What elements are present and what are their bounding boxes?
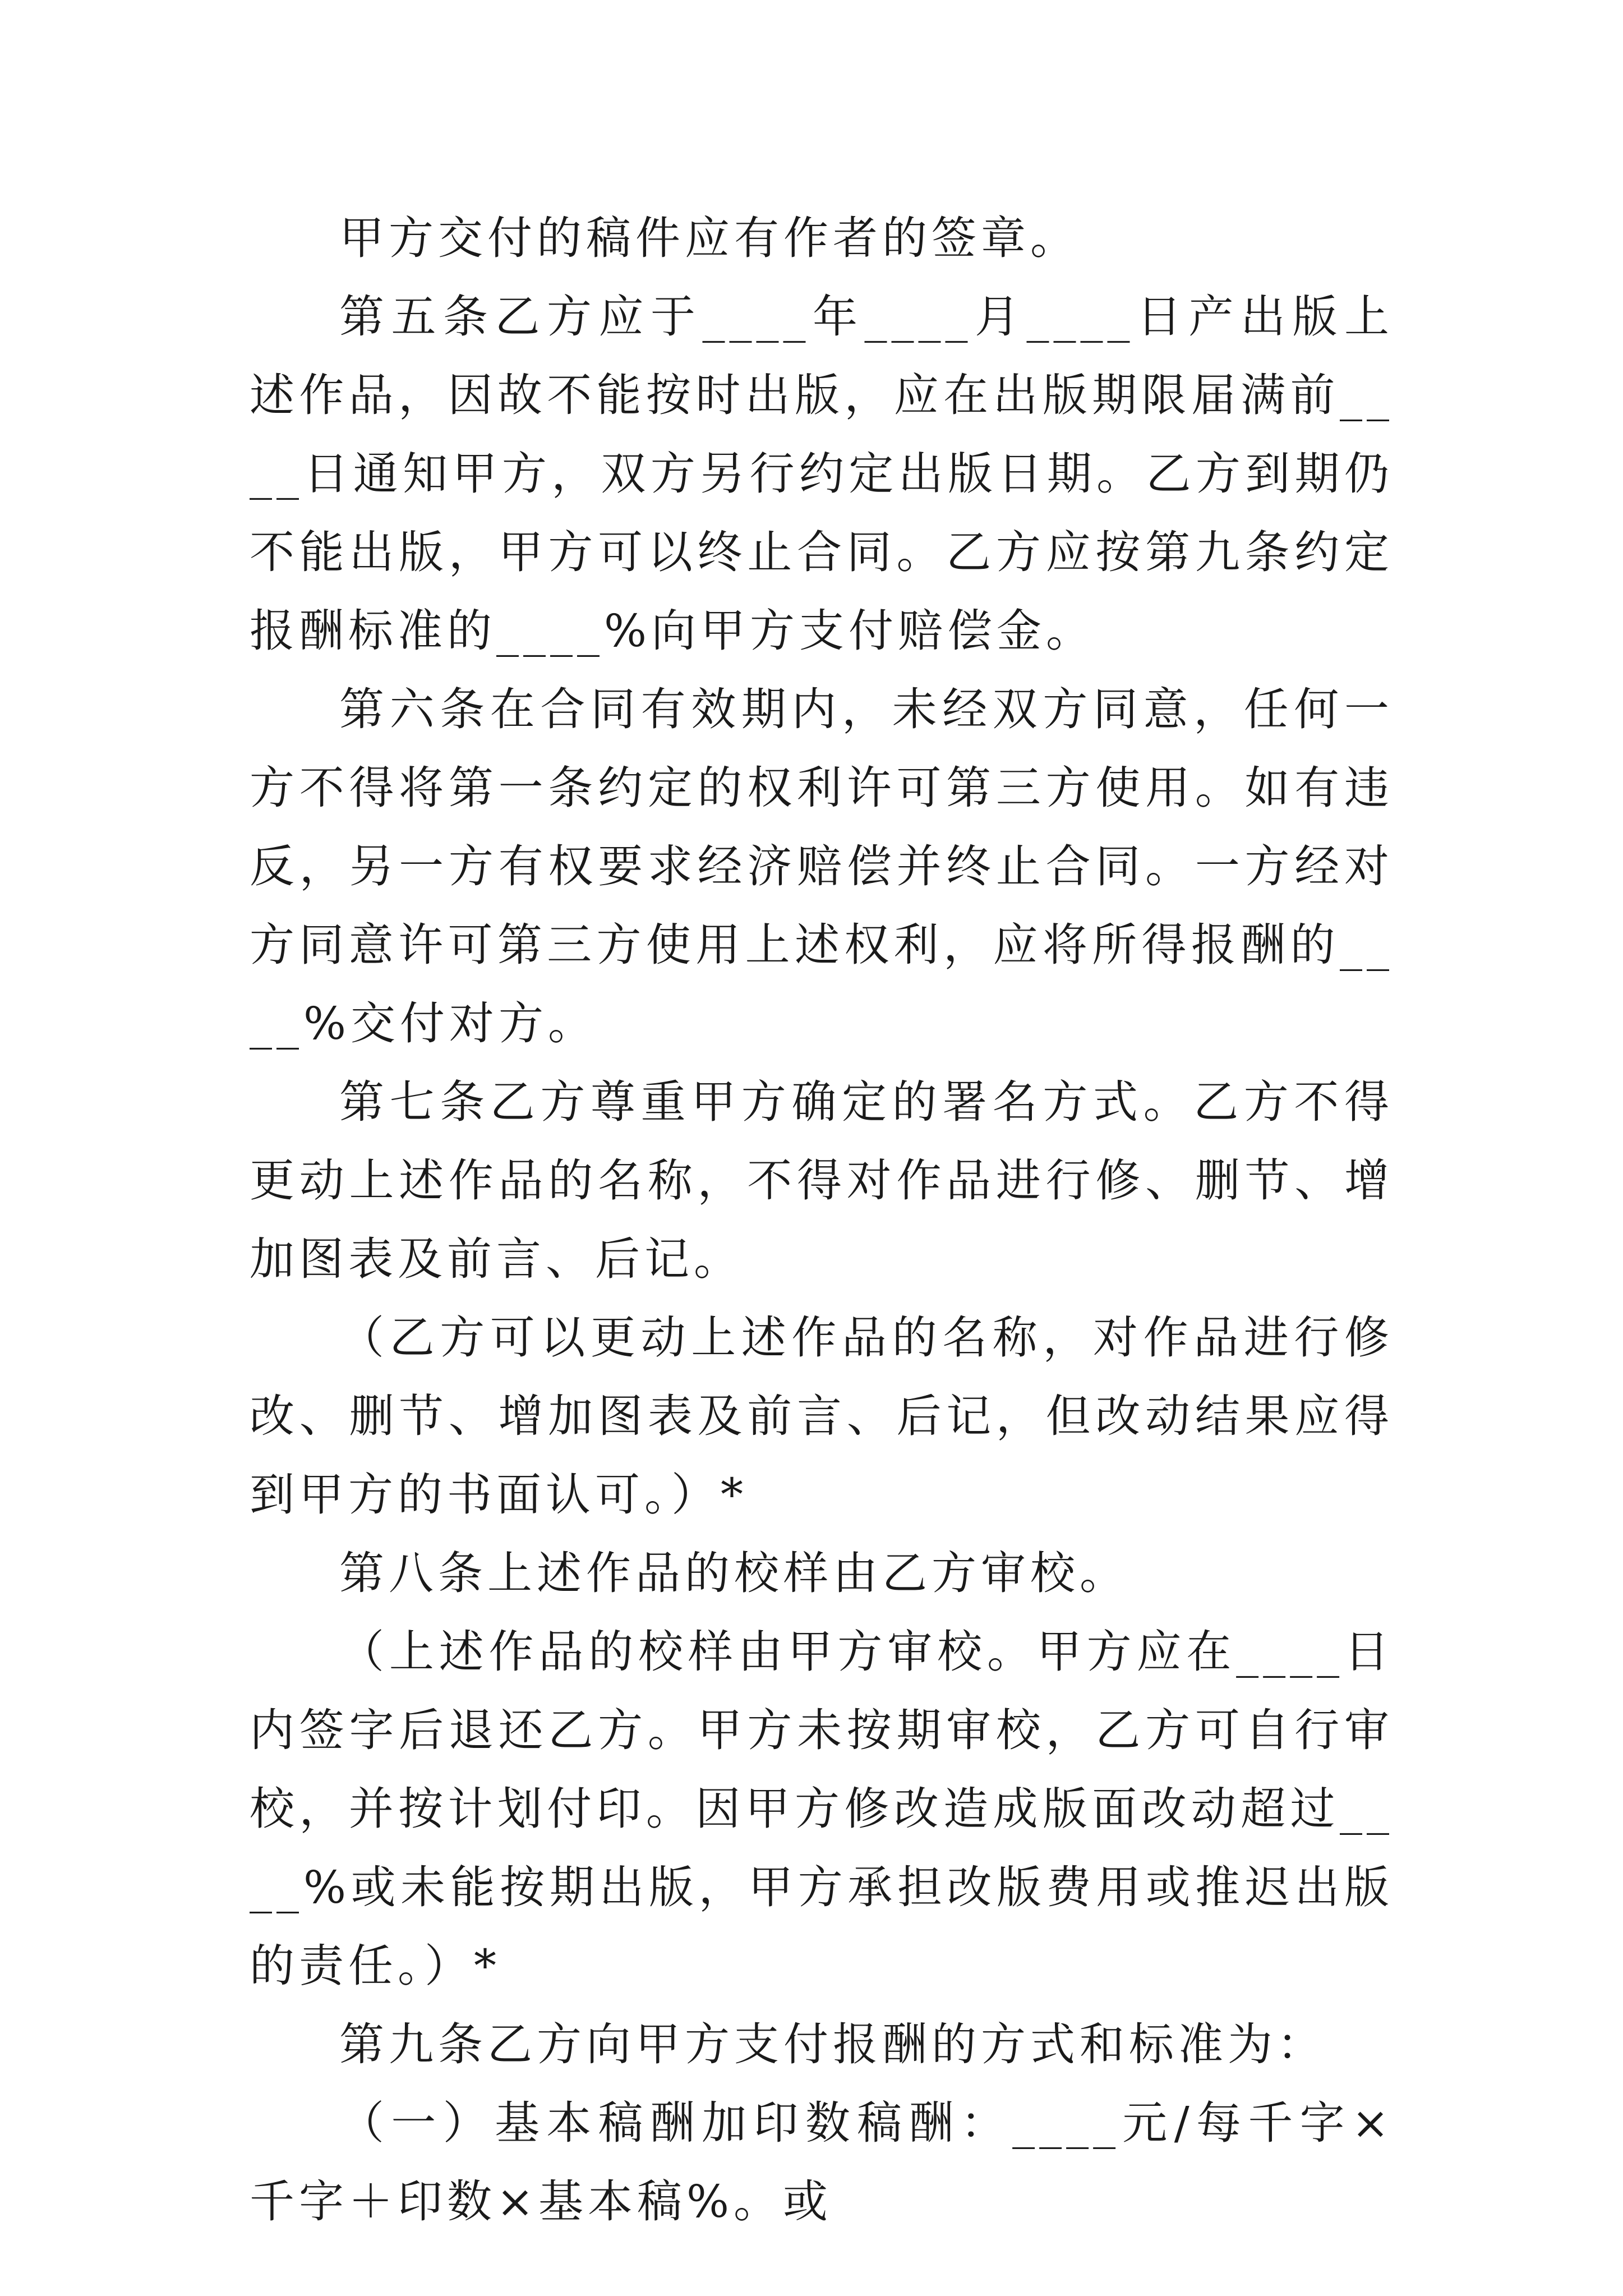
paragraph-article-7: 第七条乙方尊重甲方确定的署名方式。乙方不得更动上述作品的名称，不得对作品进行修、删节、增加图表及前言、后记。 — [250, 1076, 1394, 1285]
paragraph-article-9: 第九条乙方向甲方支付报酬的方式和标准为： — [339, 2018, 1326, 2070]
paragraph-signature-requirement: 甲方交付的稿件应有作者的签章。 — [339, 212, 1080, 264]
paragraph-article-5: 第五条乙方应于____年____月____日产出版上述作品，因故不能按时出版，应在出版期限届满前____日通知甲方，双方另行约定出版日期。乙方到期仍不能出版，甲方可以终止合同。乙方应按第九条约定报酬标准的____%向甲方支付赔偿金。 — [250, 291, 1394, 657]
paragraph-article-6: 第六条在合同有效期内，未经双方同意，任何一方不得将第一条约定的权利许可第三方使用。如有违反，另一方有权要求经济赔偿并终止合同。一方经对方同意许可第三方使用上述权利，应将所得报酬的____%交付对方。 — [250, 683, 1394, 1050]
paragraph-article-7-alternative: （乙方可以更动上述作品的名称，对作品进行修改、删节、增加图表及前言、后记，但改动结果应得到甲方的书面认可。）* — [250, 1312, 1394, 1521]
contract-body — [250, 199, 1394, 2241]
paragraph-article-8: 第八条上述作品的校样由乙方审校。 — [339, 1547, 1129, 1599]
paragraph-article-9-item-1: （一）基本稿酬加印数稿酬：____元/每千字×千字＋印数×基本稿%。或 — [250, 2097, 1394, 2228]
paragraph-article-8-alternative: （上述作品的校样由甲方审校。甲方应在____日内签字后退还乙方。甲方未按期审校，乙方可自行审校，并按计划付印。因甲方修改造成版面改动超过____%或未能按期出版，甲方承担改版费用或推迟出版的责任。）* — [250, 1626, 1394, 1992]
